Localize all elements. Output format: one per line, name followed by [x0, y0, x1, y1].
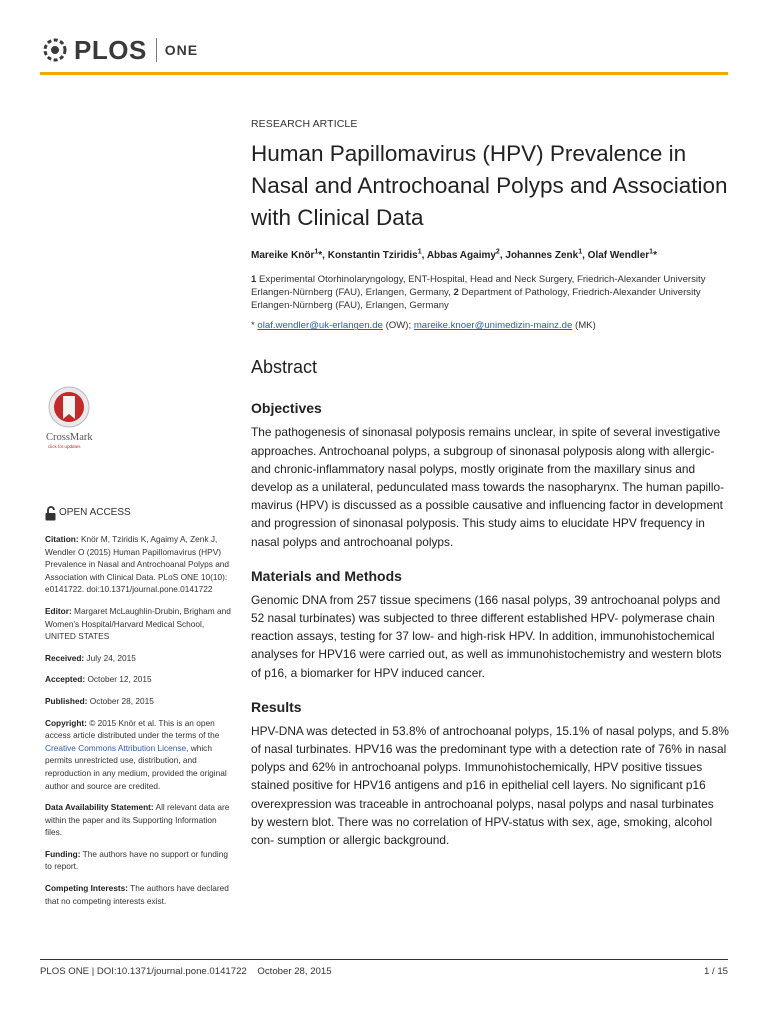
copyright-text-end: , which permits unrestricted use, distribution, and reproduction in any medium, provided the original author and source are credited.	[45, 742, 227, 791]
header-rule	[40, 72, 728, 75]
citation-label: Citation:	[45, 534, 79, 544]
corresponding-star: *	[251, 320, 255, 332]
funding-label: Funding:	[45, 848, 81, 859]
editor-text: Margaret McLaughlin-Drubin, Brigham and Women's Hospital/Harvard Medical School, UNITED STATES	[45, 605, 231, 642]
article-title: Human Papillomavirus (HPV) Prevalence in Nasal and Antrochoanal Polyps and Association with Clinical Data	[251, 141, 728, 230]
affiliation-2-number: 2	[453, 287, 459, 299]
author: Abbas Agaimy$^2$,	[426, 249, 506, 262]
email-link-ow[interactable]: olaf.wendler@uk-erlangen.de	[257, 320, 383, 332]
footer-rule	[40, 959, 728, 960]
accepted-date: October 12, 2015	[87, 674, 152, 685]
data-availability-label: Data Availability Statement:	[45, 802, 154, 813]
copyright-text: © 2015 Knör et al. This is an open access article distributed under the terms of the	[45, 717, 220, 741]
brand-name: PLOS	[74, 34, 147, 65]
article-sidebar	[45, 506, 235, 916]
accepted-block	[45, 673, 235, 686]
crossmark-icon	[44, 383, 106, 453]
main-column	[251, 118, 729, 866]
objectives-heading: Objectives	[251, 400, 322, 417]
author: Konstantin Tziridis$^1$,	[327, 249, 427, 262]
crossmark-name: CrossMark	[46, 432, 93, 443]
published-date: October 28, 2015	[89, 695, 154, 706]
author: Olaf Wendler$^1$*	[587, 249, 657, 262]
citation-block	[45, 533, 235, 596]
open-access-label: OPEN ACCESS	[59, 507, 131, 519]
crossmark-sub: click for updates	[48, 444, 81, 449]
corresponding-emails	[251, 320, 729, 331]
received-date: July 24, 2015	[86, 652, 136, 663]
funding-block	[45, 848, 235, 873]
license-link[interactable]: Creative Commons Attribution License	[45, 742, 187, 753]
page-number: 1 / 15	[703, 966, 728, 977]
methods-text: Genomic DNA from 257 tissue specimens (166 nasal polyps, 39 antrochoanal polyps and 52 nasal turbinates) was subjected to three different established HPV- polymerase chain reaction assays, testing for 37 low- and high-risk HPV. In addition, immunohistochemical analyses for HPV16 were carried out, as well as immunohistochemistry and western blots of p16, a biomarker for HPV induced cancer.	[251, 592, 722, 680]
competing-interests-label: Competing Interests:	[45, 883, 128, 894]
published-label: Published:	[45, 695, 88, 706]
journal-name: ONE	[164, 42, 199, 58]
copyright-block	[45, 717, 235, 793]
affiliation-1-number: 1	[251, 274, 257, 286]
crossmark-badge[interactable]	[44, 383, 106, 458]
article-type: RESEARCH ARTICLE	[251, 118, 358, 130]
author-list	[251, 246, 729, 263]
results-text: HPV-DNA was detected in 53.8% of antrochoanal polyps, 15.1% of nasal polyps, and 5.8% of nasal turbinates. HPV16 was the predominant type with a detection rate of 76% in nasal polyps and 62% in antrochoanal polyps. Immunohistochemically, HPV positive tissues stained positive for HPV16 antigens and p16 in epithelial cell layers. No significant p16 overexpression was traceable in antrochoanal polyps, nasal polyps and nasal turbinates by western blot. There was no correlation of HPV-status with sex, age, smoking, alcohol con- sumption or allergic background.	[251, 723, 729, 847]
competing-interests-text: The authors have declared that no competing interests exist.	[45, 883, 229, 906]
email-link-mk[interactable]: mareike.knoer@unimedizin-mainz.de	[413, 320, 573, 332]
affiliation-1: Experimental Otorhinolaryngology, ENT-Hospital, Head and Neck Surgery, Friedrich-Alexander University Erlangen-Nürnberg (FAU), Erlangen, Germany,	[251, 274, 706, 299]
funding-text: The authors have no support or funding to report.	[45, 848, 228, 872]
data-availability-block	[45, 801, 235, 839]
published-block	[45, 695, 235, 708]
footer-citation: PLOS ONE | DOI:10.1371/journal.pone.0141722 October 28, 2015	[40, 966, 332, 977]
affiliations	[251, 273, 729, 312]
received-block	[45, 652, 235, 665]
open-access-badge	[45, 506, 235, 521]
brand-divider	[156, 38, 157, 62]
abstract-heading: Abstract	[251, 357, 318, 378]
page-footer	[40, 966, 728, 977]
affiliation-2: Department of Pathology, Friedrich-Alexander University Erlangen-Nürnberg (FAU), Erlangen, Germany	[251, 287, 701, 312]
results-heading: Results	[251, 698, 302, 715]
plos-logo-icon	[40, 35, 70, 65]
copyright-label: Copyright:	[45, 717, 87, 728]
journal-header	[40, 32, 198, 68]
data-availability-text: All relevant data are within the paper and its Supporting Information files.	[45, 802, 230, 838]
editor-label: Editor:	[45, 605, 72, 616]
author: Mareike Knör$^1$*,	[251, 249, 328, 262]
email-tag-mk: (MK)	[575, 320, 596, 332]
competing-interests-block	[45, 882, 235, 907]
author: Johannes Zenk$^1$,	[505, 249, 588, 262]
objectives-text: The pathogenesis of sinonasal polyposis remains unclear, in spite of several investigative approaches. Antrochoanal polyps, a subgroup of sinonasal polyposis along with allergic- and chronic-inflammatory nasal polyps, mostly originate from the maxillary sinus and develop as a unilateral, pedunculated mass towards the nasopharynx. The human papillo- mavirus (HPV) is discussed as a possible causative and influencing factor in development and progression of sinonasal polyposis. This study aims to elucidate HPV frequency in nasal polyps and antrochoanal polyps.	[251, 425, 725, 549]
accepted-label: Accepted:	[45, 674, 86, 685]
received-label: Received:	[45, 652, 85, 663]
email-tag-ow: (OW);	[385, 320, 412, 332]
methods-heading: Materials and Methods	[251, 567, 402, 584]
open-lock-icon	[45, 506, 56, 521]
editor-block	[45, 605, 235, 643]
citation-text: Knör M, Tziridis K, Agaimy A, Zenk J, Wendler O (2015) Human Papillomavirus (HPV) Prevalence in Nasal and Antrochoanal Polyps and Association with Clinical Data. PLoS ONE 10(10): e0141722. doi:10.1371/journal.pone.0141722	[45, 534, 230, 595]
